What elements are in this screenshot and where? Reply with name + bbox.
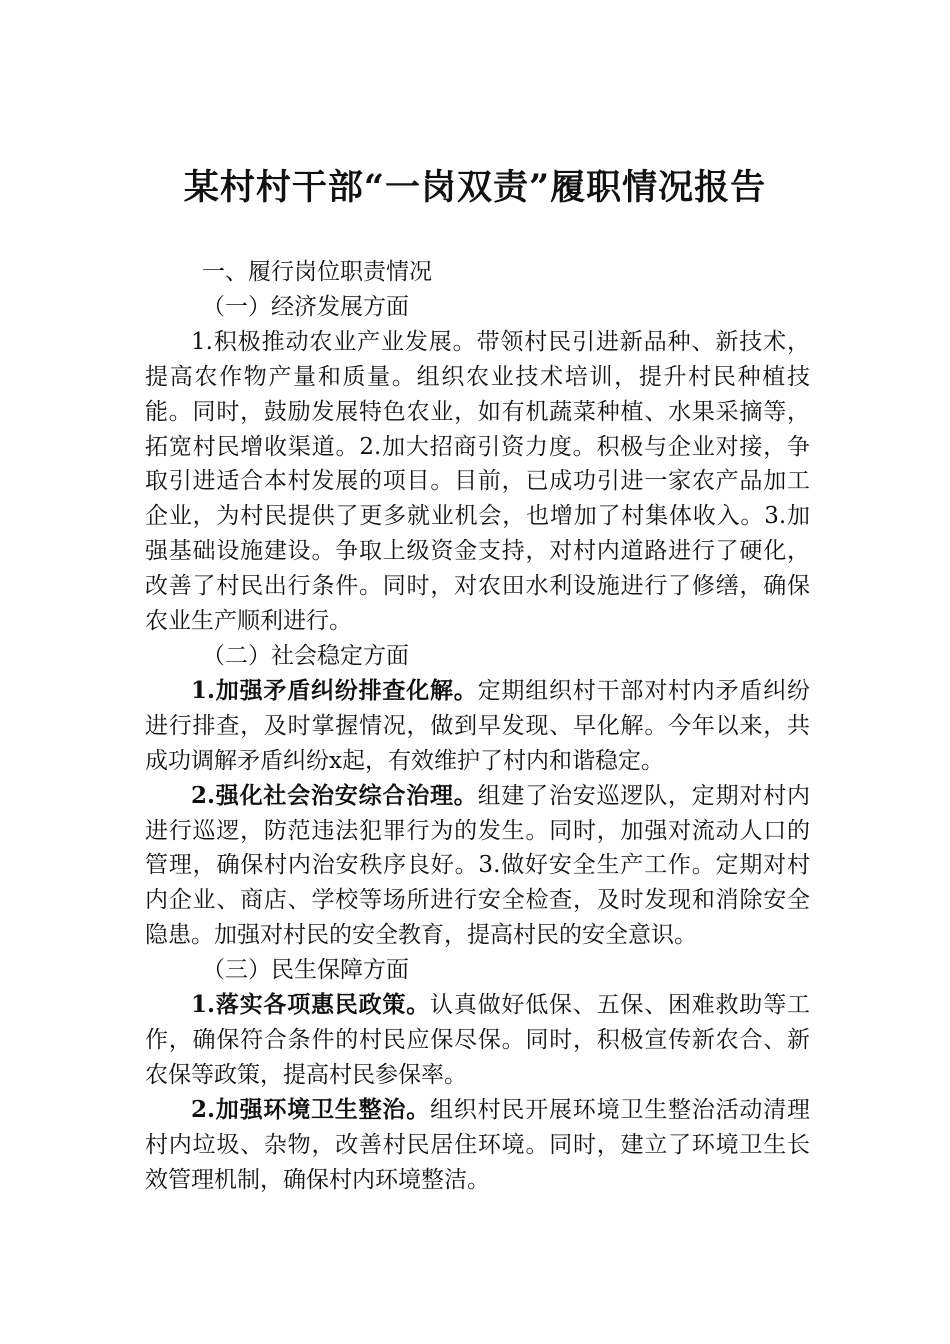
paragraph-text: 认真做好低保、五保、困难救助等工作，确保符合条件的村民应保尽保。同时，积极宣传新农合、新农保等政策，提高村民参保率。 [145, 992, 811, 1088]
paragraph-stability-1 [145, 674, 810, 779]
section-heading-1: 一、履行岗位职责情况 [202, 259, 432, 285]
paragraph-livelihood-1 [145, 988, 810, 1093]
document-title: 某村村干部“一岗双责”履职情况报告 [183, 167, 767, 208]
paragraph-livelihood-2 [145, 1093, 810, 1198]
paragraph-stability-2 [145, 779, 810, 954]
paragraph-lead: 2.强化社会治安综合治理。 [191, 781, 478, 809]
paragraph-text: 组建了治安巡逻队，定期对村内进行巡逻，防范违法犯罪行为的发生。同时，加强对流动人口的管理，确保村内治安秩序良好。3.做好安全生产工作。定期对村内企业、商店、学校等场所进行安全检查，及时发现和消除安全隐患。加强对村民的安全教育，提高村民的安全意识。 [145, 782, 811, 949]
subsection-heading-stability: （二）社会稳定方面 [202, 642, 409, 669]
paragraph-text: 定期组织村干部对村内矛盾纠纷进行排查，及时掌握情况，做到早发现、早化解。今年以来，共成功调解矛盾纠纷x起，有效维护了村内和谐稳定。 [145, 677, 811, 774]
paragraph-lead: 1.落实各项惠民政策。 [191, 991, 431, 1019]
paragraph-text: 组织村民开展环境卫生整治活动清理村内垃圾、杂物，改善村民居住环境。同时，建立了环境卫生长效管理机制，确保村内环境整洁。 [145, 1096, 811, 1193]
document-body [145, 255, 810, 1197]
subsection-heading-economy: （一）经济发展方面 [202, 293, 409, 320]
paragraph-economy: 1.积极推动农业产业发展。带领村民引进新品种、新技术，提高农作物产量和质量。组织农业技术培训，提升村民种植技能。同时，鼓励发展特色农业，如有机蔬菜种植、水果采摘等，拓宽村民增收渠道。2.加大招商引资力度。积极与企业对接，争取引进适合本村发展的项目。目前，已成功引进一家农产品加工企业，为村民提供了更多就业机会，也增加了村集体收入。3.加强基础设施建设。争取上级资金支持，对村内道路进行了硬化，改善了村民出行条件。同时，对农田水利设施进行了修缮，确保农业生产顺利进行。 [145, 328, 810, 635]
paragraph-lead: 2.加强环境卫生整治。 [191, 1095, 431, 1123]
subsection-heading-livelihood: （三）民生保障方面 [202, 957, 409, 984]
paragraph-lead: 1.加强矛盾纠纷排查化解。 [191, 676, 478, 704]
